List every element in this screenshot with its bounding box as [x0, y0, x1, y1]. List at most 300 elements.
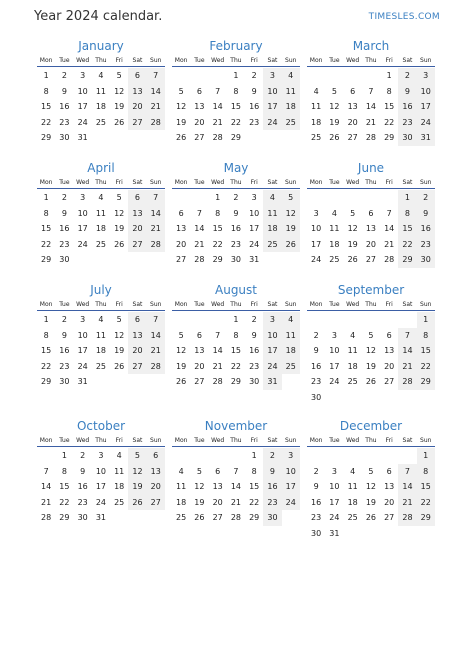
day-cell: 1 — [417, 312, 435, 328]
day-cell: 15 — [41, 224, 52, 233]
day-cell: 19 — [282, 221, 300, 237]
weekday-label: Mon — [309, 57, 323, 64]
day-cell: 30 — [249, 377, 260, 386]
days-grid — [172, 312, 300, 390]
day-cell: 17 — [282, 479, 300, 495]
day-cell: 6 — [178, 208, 184, 218]
day-cell: 8 — [233, 330, 239, 340]
day-cell: 3 — [313, 208, 319, 218]
weekday-label: Mon — [174, 437, 188, 444]
day-cell: 20 — [384, 361, 395, 371]
weekday-label: Tue — [194, 301, 205, 308]
day-cell: 22 — [398, 237, 416, 253]
day-cell: 20 — [194, 361, 205, 371]
day-cell: 20 — [128, 343, 146, 359]
weekday-label: Sat — [267, 179, 278, 186]
day-cell: 21 — [147, 221, 165, 237]
day-cell: 9 — [251, 86, 257, 96]
day-cell: 27 — [147, 495, 165, 511]
day-cell: 25 — [95, 117, 107, 127]
day-cell: 18 — [95, 102, 107, 111]
day-cell: 29 — [398, 252, 416, 268]
empty-cell — [380, 312, 398, 328]
day-cell: 29 — [41, 377, 52, 386]
day-cell: 17 — [263, 343, 281, 359]
day-cell: 15 — [59, 482, 70, 491]
weekday-header — [37, 300, 165, 311]
day-cell: 29 — [417, 374, 435, 390]
day-cell: 14 — [398, 479, 416, 495]
day-cell: 25 — [95, 239, 107, 249]
weekday-label: Fri — [385, 437, 393, 444]
empty-cell — [325, 448, 343, 464]
weekday-label: Thu — [95, 179, 107, 186]
empty-cell — [172, 448, 190, 464]
weekday-label: Sun — [150, 179, 162, 186]
day-cell: 16 — [417, 221, 435, 237]
weekday-label: Tue — [59, 57, 70, 64]
day-cell: 22 — [41, 117, 52, 127]
day-cell: 6 — [215, 466, 221, 476]
empty-cell — [37, 448, 55, 464]
day-cell: 13 — [176, 224, 187, 233]
month-name: February — [209, 39, 263, 53]
weekday-header — [172, 436, 300, 447]
weekday-label: Sun — [420, 179, 432, 186]
day-cell: 10 — [417, 84, 435, 100]
day-cell: 5 — [128, 448, 146, 464]
day-cell: 7 — [398, 328, 416, 344]
day-cell: 2 — [61, 315, 67, 324]
day-cell: 31 — [77, 377, 88, 386]
day-cell: 22 — [59, 497, 70, 507]
month-name: August — [215, 283, 257, 297]
day-cell: 3 — [80, 315, 86, 324]
day-cell: 2 — [251, 71, 257, 80]
day-cell: 22 — [249, 497, 260, 507]
day-cell: 19 — [128, 479, 146, 495]
weekday-label: Sat — [132, 179, 143, 186]
day-cell: 13 — [128, 328, 146, 344]
day-cell: 4 — [282, 312, 300, 328]
day-cell: 8 — [215, 208, 221, 218]
day-cell: 22 — [41, 361, 52, 371]
weekday-label: Fri — [385, 57, 393, 64]
day-cell: 2 — [251, 315, 257, 324]
day-cell: 17 — [263, 99, 281, 115]
weekday-label: Wed — [211, 57, 225, 64]
day-cell: 26 — [194, 513, 205, 522]
day-cell: 18 — [311, 117, 322, 127]
day-cell: 24 — [311, 255, 322, 264]
day-cell: 17 — [329, 497, 340, 507]
day-cell: 28 — [398, 510, 416, 526]
weekday-label: Fri — [385, 179, 393, 186]
day-cell: 4 — [116, 451, 122, 460]
day-cell: 28 — [147, 115, 165, 131]
day-cell: 15 — [41, 346, 52, 355]
day-cell: 27 — [194, 377, 205, 386]
weekday-label: Mon — [309, 437, 323, 444]
day-cell: 10 — [263, 84, 281, 100]
weekday-label: Mon — [309, 301, 323, 308]
day-cell: 24 — [263, 359, 281, 375]
weekday-label: Sat — [132, 301, 143, 308]
day-cell: 20 — [365, 239, 377, 249]
weekday-label: Fri — [115, 301, 123, 308]
day-cell: 1 — [233, 71, 239, 80]
weekday-header — [307, 56, 435, 67]
month-name: July — [90, 283, 112, 297]
day-cell: 20 — [128, 99, 146, 115]
empty-cell — [325, 190, 343, 206]
day-cell: 17 — [311, 239, 322, 249]
day-cell: 24 — [77, 239, 88, 249]
day-cell: 18 — [347, 361, 358, 371]
day-cell: 5 — [368, 466, 374, 476]
weekday-label: Tue — [194, 57, 205, 64]
day-cell: 3 — [263, 68, 281, 84]
day-cell: 31 — [77, 133, 88, 142]
day-cell: 4 — [178, 466, 184, 476]
day-cell: 20 — [147, 479, 165, 495]
day-cell: 29 — [212, 255, 223, 264]
day-cell: 3 — [282, 448, 300, 464]
month-name: June — [357, 161, 385, 175]
day-cell: 14 — [230, 482, 242, 491]
day-cell: 18 — [263, 221, 281, 237]
day-cell: 8 — [43, 86, 49, 96]
day-cell: 25 — [347, 377, 358, 386]
day-cell: 15 — [230, 102, 242, 111]
day-cell: 23 — [311, 377, 322, 386]
day-cell: 29 — [384, 133, 395, 142]
weekday-header — [37, 436, 165, 447]
month-name: May — [223, 161, 249, 175]
month-december — [307, 416, 435, 556]
day-cell: 28 — [384, 255, 395, 264]
day-cell: 21 — [147, 99, 165, 115]
day-cell: 8 — [233, 86, 239, 96]
weekday-label: Tue — [194, 437, 205, 444]
day-cell: 3 — [263, 312, 281, 328]
weekday-label: Sun — [285, 301, 297, 308]
day-cell: 6 — [350, 86, 356, 96]
day-cell: 17 — [249, 224, 260, 233]
month-october — [37, 416, 165, 556]
day-cell: 16 — [249, 102, 260, 111]
day-cell: 28 — [212, 133, 223, 142]
day-cell: 4 — [98, 71, 104, 80]
day-cell: 30 — [417, 252, 435, 268]
day-cell: 15 — [212, 224, 223, 233]
day-cell: 22 — [384, 117, 395, 127]
weekday-label: Mon — [39, 57, 53, 64]
day-cell: 31 — [95, 513, 107, 522]
weekday-label: Sun — [420, 301, 432, 308]
weekday-label: Wed — [211, 301, 225, 308]
weekday-label: Sat — [402, 179, 413, 186]
day-cell: 9 — [417, 206, 435, 222]
day-cell: 1 — [386, 71, 392, 80]
day-cell: 22 — [230, 361, 242, 371]
day-cell: 5 — [368, 330, 374, 340]
day-cell: 1 — [43, 71, 49, 80]
empty-cell — [325, 68, 343, 84]
day-cell: 3 — [251, 193, 257, 202]
day-cell: 24 — [282, 495, 300, 511]
day-cell: 19 — [114, 346, 125, 355]
day-cell: 13 — [194, 346, 205, 355]
day-cell: 26 — [282, 237, 300, 253]
weekday-label: Sun — [285, 179, 297, 186]
weekday-label: Wed — [76, 301, 90, 308]
day-cell: 14 — [365, 102, 377, 111]
day-cell: 20 — [212, 497, 223, 507]
day-cell: 14 — [212, 346, 223, 355]
day-cell: 15 — [384, 102, 395, 111]
empty-cell — [172, 190, 190, 206]
day-cell: 22 — [417, 495, 435, 511]
weekday-label: Tue — [59, 301, 70, 308]
day-cell: 16 — [311, 361, 322, 371]
day-cell: 30 — [77, 513, 88, 522]
day-cell: 26 — [114, 239, 125, 249]
day-cell: 7 — [386, 208, 392, 218]
day-cell: 15 — [417, 343, 435, 359]
day-cell: 6 — [386, 330, 392, 340]
day-cell: 18 — [347, 497, 358, 507]
day-cell: 25 — [347, 513, 358, 522]
day-cell: 25 — [282, 359, 300, 375]
day-cell: 20 — [194, 117, 205, 127]
weekday-label: Mon — [174, 301, 188, 308]
day-cell: 21 — [41, 497, 52, 507]
day-cell: 18 — [329, 239, 340, 249]
day-cell: 12 — [282, 206, 300, 222]
weekday-label: Tue — [329, 437, 340, 444]
day-cell: 6 — [128, 190, 146, 206]
weekday-label: Wed — [346, 301, 360, 308]
weekday-header — [37, 56, 165, 67]
day-cell: 8 — [386, 86, 392, 96]
days-grid — [37, 312, 165, 390]
day-cell: 19 — [329, 117, 340, 127]
day-cell: 10 — [329, 482, 340, 491]
day-cell: 15 — [249, 482, 260, 491]
day-cell: 25 — [311, 133, 322, 142]
day-cell: 2 — [80, 451, 86, 460]
day-cell: 4 — [282, 68, 300, 84]
day-cell: 21 — [212, 361, 223, 371]
day-cell: 28 — [365, 133, 377, 142]
day-cell: 2 — [233, 193, 239, 202]
weekday-header — [307, 300, 435, 311]
day-cell: 14 — [147, 328, 165, 344]
day-cell: 19 — [176, 361, 187, 371]
day-cell: 16 — [59, 102, 70, 111]
day-cell: 23 — [59, 361, 70, 371]
day-cell: 10 — [263, 328, 281, 344]
day-cell: 13 — [347, 102, 358, 111]
empty-cell — [344, 312, 362, 328]
day-cell: 15 — [417, 479, 435, 495]
day-cell: 28 — [212, 377, 223, 386]
brand-link[interactable]: TIMESLES.COM — [368, 12, 440, 22]
day-cell: 2 — [61, 193, 67, 202]
month-june — [307, 158, 435, 280]
day-cell: 27 — [347, 133, 358, 142]
day-cell: 5 — [196, 466, 202, 476]
day-cell: 12 — [114, 208, 125, 218]
empty-cell — [307, 312, 325, 328]
empty-cell — [190, 448, 208, 464]
weekday-label: Fri — [250, 179, 258, 186]
day-cell: 1 — [417, 448, 435, 464]
weekday-label: Sat — [132, 57, 143, 64]
weekday-label: Mon — [174, 57, 188, 64]
day-cell: 20 — [347, 117, 358, 127]
day-cell: 7 — [147, 312, 165, 328]
empty-cell — [209, 448, 227, 464]
day-cell: 18 — [114, 482, 125, 491]
day-cell: 29 — [41, 255, 52, 264]
day-cell: 21 — [147, 343, 165, 359]
weekday-label: Thu — [365, 301, 377, 308]
day-cell: 30 — [59, 255, 70, 264]
day-cell: 21 — [365, 117, 377, 127]
month-name: March — [352, 39, 390, 53]
month-name: September — [337, 283, 405, 297]
day-cell: 12 — [114, 330, 125, 340]
day-cell: 8 — [398, 206, 416, 222]
day-cell: 5 — [331, 86, 337, 96]
month-january — [37, 36, 165, 158]
empty-cell — [307, 68, 325, 84]
day-cell: 26 — [114, 117, 125, 127]
day-cell: 7 — [398, 464, 416, 480]
day-cell: 19 — [347, 239, 358, 249]
day-cell: 15 — [398, 221, 416, 237]
day-cell: 19 — [365, 497, 377, 507]
day-cell: 3 — [331, 330, 337, 340]
day-cell: 11 — [95, 208, 107, 218]
day-cell: 1 — [43, 315, 49, 324]
day-cell: 1 — [251, 451, 257, 460]
weekday-label: Mon — [39, 301, 53, 308]
day-cell: 24 — [329, 377, 340, 386]
day-cell: 25 — [114, 497, 125, 507]
day-cell: 28 — [194, 255, 205, 264]
weekday-label: Sun — [420, 57, 432, 64]
day-cell: 26 — [329, 133, 340, 142]
days-grid — [307, 190, 435, 268]
day-cell: 19 — [365, 361, 377, 371]
day-cell: 25 — [263, 237, 281, 253]
day-cell: 29 — [230, 133, 242, 142]
weekday-label: Sat — [402, 301, 413, 308]
day-cell: 8 — [251, 466, 257, 476]
weekday-label: Sun — [420, 437, 432, 444]
day-cell: 9 — [398, 84, 416, 100]
weekday-label: Wed — [76, 57, 90, 64]
day-cell: 29 — [249, 513, 260, 522]
day-cell: 10 — [249, 208, 260, 218]
day-cell: 3 — [417, 68, 435, 84]
day-cell: 11 — [114, 466, 125, 476]
weekday-label: Wed — [76, 179, 90, 186]
days-grid — [172, 448, 300, 526]
weekday-label: Fri — [115, 57, 123, 64]
day-cell: 18 — [95, 346, 107, 355]
day-cell: 13 — [384, 482, 395, 491]
day-cell: 7 — [215, 86, 221, 96]
day-cell: 9 — [313, 482, 319, 491]
empty-cell — [307, 448, 325, 464]
day-cell: 3 — [98, 451, 104, 460]
day-cell: 29 — [417, 510, 435, 526]
days-grid — [37, 68, 165, 146]
day-cell: 29 — [230, 377, 242, 386]
day-cell: 9 — [233, 208, 239, 218]
empty-cell — [362, 312, 380, 328]
day-cell: 6 — [147, 448, 165, 464]
day-cell: 25 — [282, 115, 300, 131]
day-cell: 16 — [263, 479, 281, 495]
weekday-label: Wed — [346, 437, 360, 444]
day-cell: 5 — [350, 208, 356, 218]
weekday-label: Wed — [211, 179, 225, 186]
day-cell: 9 — [263, 464, 281, 480]
day-cell: 9 — [251, 330, 257, 340]
day-cell: 27 — [176, 255, 187, 264]
day-cell: 13 — [128, 206, 146, 222]
day-cell: 20 — [176, 239, 187, 249]
weekday-label: Fri — [115, 179, 123, 186]
weekday-label: Sat — [402, 437, 413, 444]
empty-cell — [344, 68, 362, 84]
weekday-label: Sat — [267, 437, 278, 444]
day-cell: 18 — [282, 343, 300, 359]
day-cell: 4 — [350, 330, 356, 340]
month-name: December — [339, 419, 403, 433]
day-cell: 15 — [230, 346, 242, 355]
month-august — [172, 280, 300, 416]
day-cell: 20 — [128, 221, 146, 237]
month-march — [307, 36, 435, 158]
weekday-label: Thu — [365, 57, 377, 64]
days-grid — [307, 448, 435, 541]
day-cell: 21 — [384, 239, 395, 249]
day-cell: 3 — [80, 193, 86, 202]
days-grid — [172, 190, 300, 268]
weekday-label: Thu — [230, 437, 242, 444]
day-cell: 22 — [417, 359, 435, 375]
weekday-label: Fri — [250, 437, 258, 444]
day-cell: 28 — [41, 513, 52, 522]
weekday-label: Tue — [59, 179, 70, 186]
day-cell: 10 — [311, 224, 322, 233]
day-cell: 8 — [417, 328, 435, 344]
day-cell: 7 — [215, 330, 221, 340]
day-cell: 2 — [61, 71, 67, 80]
weekday-label: Sat — [402, 57, 413, 64]
day-cell: 18 — [176, 497, 187, 507]
day-cell: 13 — [212, 482, 223, 491]
day-cell: 11 — [95, 330, 107, 340]
day-cell: 27 — [128, 115, 146, 131]
day-cell: 22 — [212, 239, 223, 249]
